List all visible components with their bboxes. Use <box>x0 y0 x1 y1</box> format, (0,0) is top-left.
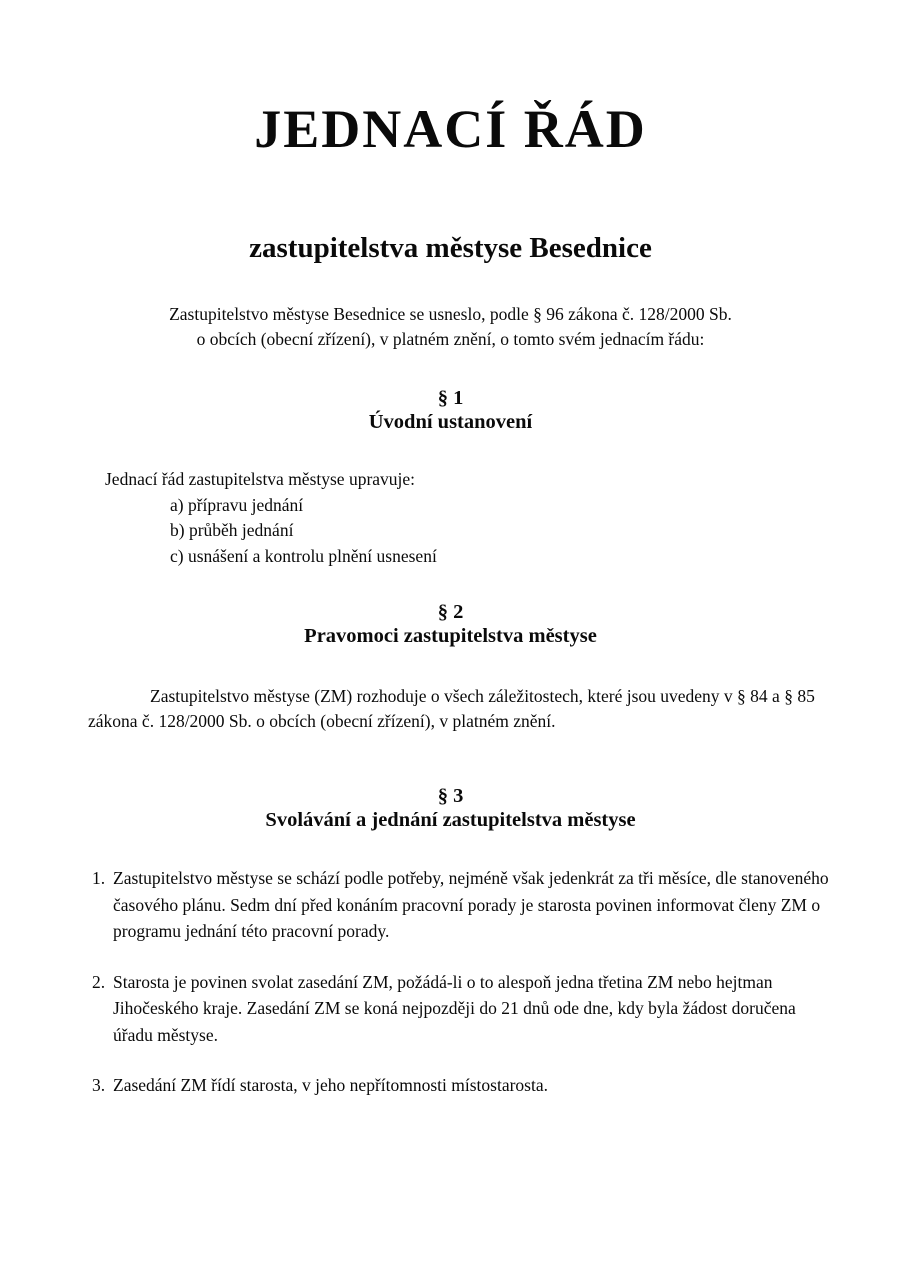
lettered-item-b: b) průběh jednání <box>170 520 294 540</box>
lettered-item-a: a) přípravu jednání <box>170 494 304 515</box>
section-1-title: Úvodní ustanovení <box>368 411 533 433</box>
section-2-paragraph: Zastupitelstvo městyse (ZM) rozhoduje o všech záležitostech, které jsou uvedeny v § 84 a § 85 zákona č. 128/2000 Sb. o obcích (obecní zřízení), v platném znění. <box>88 686 815 731</box>
section-1-lead: Jednací řád zastupitelstva městyse upravuje: <box>105 469 416 489</box>
section-1-heading <box>0 386 901 434</box>
numbered-item-2 <box>92 969 833 1049</box>
section-3-numbered-list <box>92 865 833 1099</box>
section-1-number: § 1 <box>437 387 464 409</box>
item-2-number: 2. <box>92 971 106 992</box>
section-2-title: Pravomoci zastupitelstva městyse <box>304 625 597 647</box>
item-3-number: 3. <box>92 1075 106 1095</box>
section-3-number: § 3 <box>437 785 464 807</box>
intro-line-1: Zastupitelstvo městyse Besednice se usneslo, podle § 96 zákona č. 128/2000 Sb. <box>169 304 732 324</box>
section-3-heading <box>0 784 901 832</box>
section-3-title: Svolávání a jednání zastupitelstva městyse <box>265 809 636 831</box>
section-2-number: § 2 <box>437 601 464 623</box>
item-3-text: Zasedání ZM řídí starosta, v jeho nepřítomnosti místostarosta. <box>113 1075 548 1095</box>
section-2 <box>0 600 901 734</box>
numbered-item-1 <box>92 865 833 945</box>
section-1-body <box>105 467 831 569</box>
intro-paragraph <box>60 302 841 352</box>
item-2-text: Starosta je povinen svolat zasedání ZM, požádá-li o to alespoň jedna třetina ZM nebo hejtman Jihočeského kraje. Zasedání ZM se koná nejpozději do 21 dnů ode dne, kdy byla žádost doručena úřadu městyse. <box>113 971 796 1045</box>
section-3 <box>0 784 901 1099</box>
intro-line-2: o obcích (obecní zřízení), v platném znění, o tomto svém jednacím řádu: <box>196 329 705 349</box>
section-2-heading <box>0 600 901 648</box>
numbered-item-3 <box>92 1072 833 1099</box>
item-1-number: 1. <box>92 868 106 888</box>
document-subtitle: zastupitelstva městyse Besednice <box>249 232 652 264</box>
item-1-text: Zastupitelstvo městyse se schází podle potřeby, nejméně však jedenkrát za tři měsíce, dle stanoveného časového plánu. Sedm dní před konáním pracovní porady je starosta povinen informovat členy ZM o programu jednání této pracovní porady. <box>113 868 829 941</box>
section-1 <box>0 386 901 569</box>
document-title: JEDNACÍ ŘÁD <box>254 99 647 159</box>
lettered-item-c: c) usnášení a kontrolu plnění usnesení <box>170 545 437 566</box>
